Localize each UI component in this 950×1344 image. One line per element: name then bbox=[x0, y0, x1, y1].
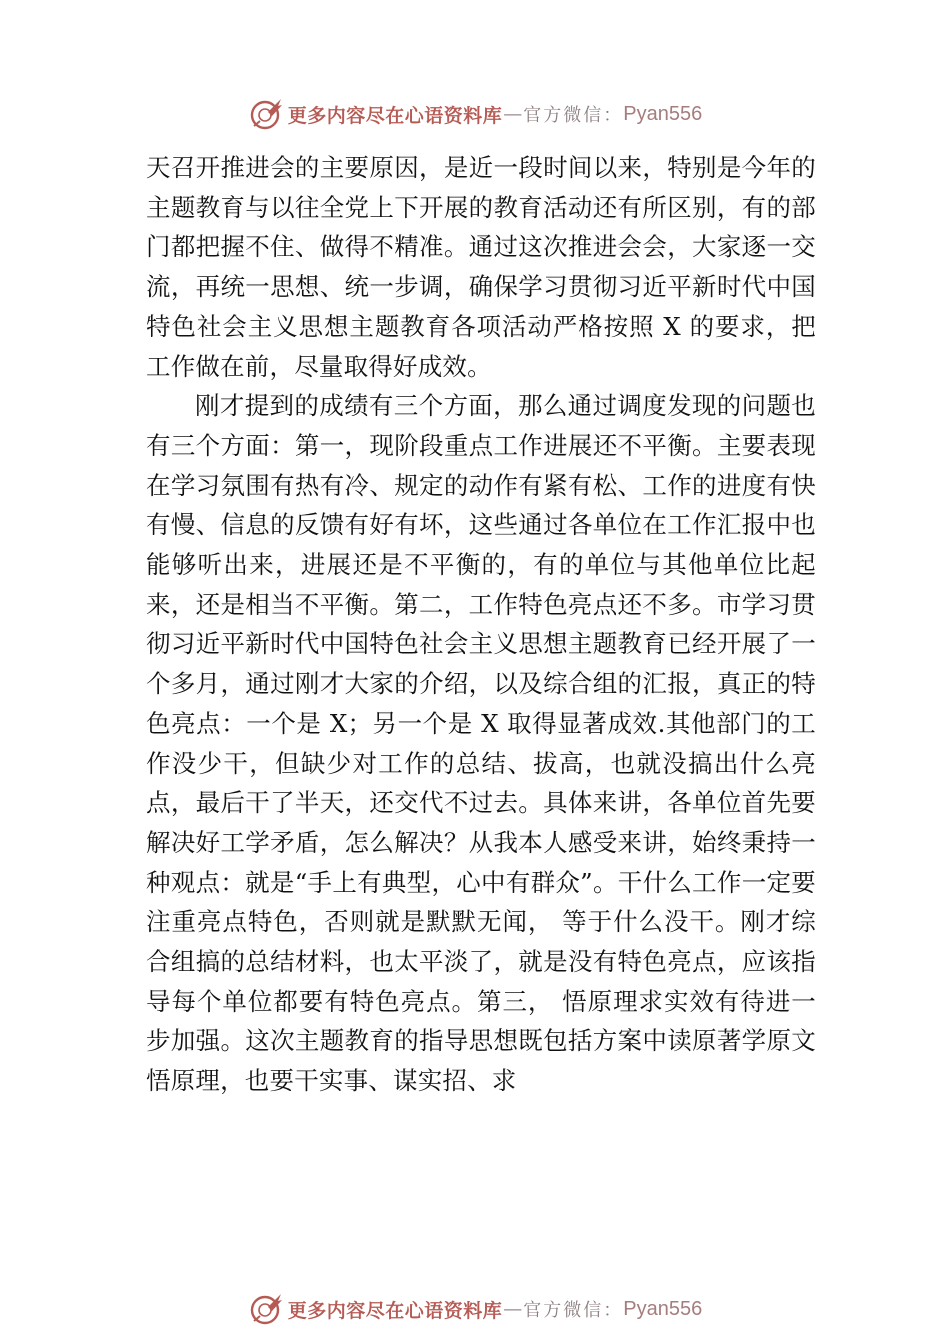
footer-dash: — bbox=[503, 1298, 523, 1320]
footer-wechat-label: 官方微信： bbox=[523, 1300, 624, 1321]
header-watermark bbox=[0, 92, 950, 136]
footer-brand: 更多内容尽在心语资料库 bbox=[287, 1299, 503, 1322]
footer-wechat-id: Pyan556 bbox=[623, 1297, 703, 1320]
document-body bbox=[146, 148, 816, 1101]
header-brand: 更多内容尽在心语资料库 bbox=[287, 104, 503, 127]
header-dash: — bbox=[503, 103, 523, 125]
header-wechat-id: Pyan556 bbox=[623, 102, 703, 125]
header-wechat-label: 官方微信： bbox=[523, 105, 624, 126]
quill-seal-icon bbox=[248, 1291, 284, 1327]
footer-watermark bbox=[0, 1287, 950, 1331]
paragraph-problems: 刚才提到的成绩有三个方面，那么通过调度发现的问题也有三个方面：第一，现阶段重点工作进展还不平衡。主要表现在学习氛围有热有冷、规定的动作有紧有松、工作的进度有快有慢、信息的反馈有好有坏，这些通过各单位在工作汇报中也能够听出来，进展还是不平衡的，有的单位与其他单位比起来，还是相当不平衡。第二，工作特色亮点还不多。市学习贯彻习近平新时代中国特色社会主义思想主题教育已经开展了一个多月，通过刚才大家的介绍，以及综合组的汇报，真正的特色亮点：一个是 X；另一个是 X 取得显著成效.其他部门的工作没少干，但缺少对工作的总结、拔高，也就没搞出什么亮点，最后干了半天，还交代不过去。具体来讲，各单位首先要解决好工学矛盾，怎么解决？从我本人感受来讲，始终秉持一种观点：就是“手上有典型，心中有群众”。干什么工作一定要注重亮点特色，否则就是默默无闻， 等于什么没干。刚才综合组搞的总结材料，也太平淡了，就是没有特色亮点，应该指导每个单位都要有特色亮点。第三， 悟原理求实效有待进一步加强。这次主题教育的指导思想既包括方案中读原著学原文悟原理，也要干实事、谋实招、求 bbox=[146, 391, 816, 1096]
quill-seal-icon bbox=[248, 96, 284, 132]
paragraph-continuation: 天召开推进会的主要原因，是近一段时间以来，特别是今年的主题教育与以往全党上下开展的教育活动还有所区别，有的部门都把握不住、做得不精准。通过这次推进会会，大家逐一交流，再统一思想、统一步调，确保学习贯彻习近平新时代中国特色社会主义思想主题教育各项活动严格按照 X 的要求，把工作做在前，尽量取得好成效。 bbox=[146, 153, 816, 381]
